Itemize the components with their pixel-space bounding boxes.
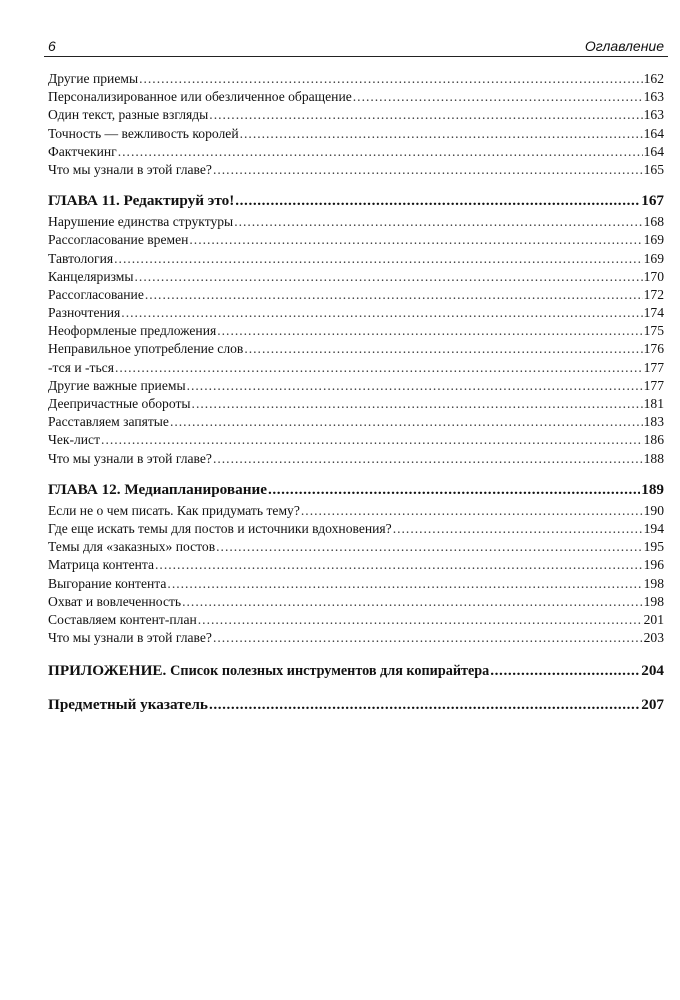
toc-entry-page: 195 xyxy=(643,539,664,555)
toc-entry-page: 162 xyxy=(643,71,664,86)
dot-leader xyxy=(182,593,642,611)
toc-entry[interactable] xyxy=(48,250,664,268)
toc-entry-title: Рассогласование xyxy=(48,286,144,302)
toc-entry[interactable] xyxy=(48,413,664,431)
toc-entry-page: 174 xyxy=(643,305,664,321)
dot-leader xyxy=(155,556,643,574)
toc-entry[interactable] xyxy=(48,593,664,611)
toc-entry-page: 198 xyxy=(643,593,664,609)
toc-entry-page: 169 xyxy=(643,250,664,266)
toc-entry-page: 176 xyxy=(643,341,664,357)
toc-entry-title: Разночтения xyxy=(48,305,121,321)
toc-entry-title: Персонализированное или обезличенное обращение xyxy=(48,89,352,105)
toc-entry-title: Рассогласование времен xyxy=(48,232,189,248)
dot-leader xyxy=(216,538,642,556)
dot-leader xyxy=(234,213,642,231)
toc-entry[interactable] xyxy=(48,502,664,520)
toc-entry-page: 194 xyxy=(643,520,664,536)
running-header xyxy=(48,38,664,58)
toc-entry-page: 175 xyxy=(643,323,664,339)
dot-leader xyxy=(167,575,642,593)
dot-leader xyxy=(101,431,643,449)
index-title: Предметный указатель xyxy=(48,696,208,714)
toc-entry-page: 165 xyxy=(643,161,664,177)
dot-leader xyxy=(121,304,642,322)
toc-entry-title: Чек-лист xyxy=(48,432,101,448)
dot-leader xyxy=(235,191,640,211)
toc-entry-page: 186 xyxy=(643,432,664,448)
toc-entry[interactable] xyxy=(48,431,664,449)
dot-leader xyxy=(209,695,640,715)
toc-entry-page: 168 xyxy=(643,214,664,230)
dot-leader xyxy=(198,611,643,629)
toc-entry[interactable] xyxy=(48,161,664,179)
toc-entry-page: 163 xyxy=(643,107,664,123)
dot-leader xyxy=(170,413,643,431)
appendix-page: 204 xyxy=(641,662,664,680)
toc-entry[interactable] xyxy=(48,538,664,556)
dot-leader xyxy=(135,268,643,286)
toc-entry-title: Матрица контента xyxy=(48,557,155,573)
toc-entry[interactable] xyxy=(48,520,664,538)
chapter-page: 167 xyxy=(641,192,664,210)
toc-entry-title: Неоформленые предложения xyxy=(48,323,217,339)
toc-entry[interactable] xyxy=(48,450,664,468)
appendix-label: ПРИЛОЖЕНИЕ. xyxy=(48,662,167,680)
toc-subject-index[interactable] xyxy=(48,695,664,715)
toc-entry[interactable] xyxy=(48,322,664,340)
appendix-name: Список полезных инструментов для копирайтера xyxy=(170,663,490,680)
toc-entry-title: Что мы узнали в этой главе? xyxy=(48,161,212,177)
dot-leader xyxy=(139,70,643,88)
dot-leader xyxy=(145,286,643,304)
toc-entry-title: Неправильное употребление слов xyxy=(48,341,244,357)
dot-leader xyxy=(213,450,643,468)
toc-entry[interactable] xyxy=(48,70,664,88)
toc-entry[interactable] xyxy=(48,213,664,231)
toc-entry-title: Другие важные приемы xyxy=(48,377,186,393)
toc-entry-title: Тавтология xyxy=(48,250,114,266)
toc-entry-title: Расставляем запятые xyxy=(48,414,169,430)
toc-entry-page: 170 xyxy=(643,268,664,284)
toc-entry[interactable] xyxy=(48,611,664,629)
toc-entry[interactable] xyxy=(48,88,664,106)
index-page: 207 xyxy=(641,696,664,714)
dot-leader xyxy=(353,88,643,106)
dot-leader xyxy=(240,125,643,143)
toc-entry-page: 163 xyxy=(643,89,664,105)
toc-entry-title: -тся и -ться xyxy=(48,359,114,375)
toc-entry-page: 177 xyxy=(643,377,664,393)
toc-entry-page: 190 xyxy=(643,502,664,518)
toc-entry-page: 164 xyxy=(643,125,664,141)
toc-entry-page: 183 xyxy=(643,414,664,430)
toc-entry-title: Что мы узнали в этой главе? xyxy=(48,630,212,646)
dot-leader xyxy=(209,106,642,124)
toc-entry-title: Другие приемы xyxy=(48,71,139,86)
toc-entry[interactable] xyxy=(48,143,664,161)
toc-entry[interactable] xyxy=(48,231,664,249)
table-of-contents xyxy=(48,70,664,715)
toc-entry[interactable] xyxy=(48,106,664,124)
chapter-title: ГЛАВА 12. Медиапланирование xyxy=(48,480,267,498)
toc-entry-page: 177 xyxy=(643,359,664,375)
toc-entry-page: 188 xyxy=(643,450,664,466)
dot-leader xyxy=(114,250,642,268)
dot-leader xyxy=(301,502,643,520)
dot-leader xyxy=(393,520,643,538)
toc-entry-page: 198 xyxy=(643,575,664,591)
toc-entry-page: 203 xyxy=(643,630,664,646)
toc-entry-title: Если не о чем писать. Как придумать тему? xyxy=(48,502,300,518)
dot-leader xyxy=(217,322,642,340)
toc-entry[interactable] xyxy=(48,629,664,647)
section-title: Оглавление xyxy=(584,38,664,54)
toc-entry-title: Один текст, разные взгляды xyxy=(48,107,209,123)
toc-entry[interactable] xyxy=(48,340,664,358)
toc-entry[interactable] xyxy=(48,125,664,143)
dot-leader xyxy=(189,231,642,249)
dot-leader xyxy=(268,480,640,500)
page-number: 6 xyxy=(48,38,56,54)
toc-entry-page: 169 xyxy=(643,232,664,248)
toc-entry-title: Темы для «заказных» постов xyxy=(48,539,216,555)
toc-entry[interactable] xyxy=(48,575,664,593)
toc-entry-title: Выгорание контента xyxy=(48,575,167,591)
dot-leader xyxy=(115,359,643,377)
chapter-title: ГЛАВА 11. Редактируй это! xyxy=(48,192,235,210)
toc-entry-title: Охват и вовлеченность xyxy=(48,593,182,609)
appendix-title xyxy=(48,661,489,681)
dot-leader xyxy=(118,143,643,161)
toc-entry-page: 164 xyxy=(643,143,664,159)
dot-leader xyxy=(490,661,640,681)
dot-leader xyxy=(244,340,642,358)
toc-entry[interactable] xyxy=(48,286,664,304)
dot-leader xyxy=(213,629,643,647)
toc-entry[interactable] xyxy=(48,395,664,413)
toc-entry-title: Канцеляризмы xyxy=(48,268,134,284)
toc-entry-title: Составляем контент-план xyxy=(48,611,197,627)
toc-chapter-11[interactable] xyxy=(48,191,664,211)
dot-leader xyxy=(187,377,643,395)
toc-entry-title: Фактчекинг xyxy=(48,143,117,159)
header-rule xyxy=(44,56,668,57)
chapter-page: 189 xyxy=(641,480,664,498)
toc-entry-title: Нарушение единства структуры xyxy=(48,214,234,230)
dot-leader xyxy=(213,161,643,179)
toc-entry-page: 172 xyxy=(643,286,664,302)
toc-entry[interactable] xyxy=(48,359,664,377)
toc-entry[interactable] xyxy=(48,377,664,395)
toc-entry-title: Что мы узнали в этой главе? xyxy=(48,450,212,466)
toc-entry-title: Деепричастные обороты xyxy=(48,396,191,411)
toc-appendix[interactable] xyxy=(48,661,664,681)
toc-entry-page: 196 xyxy=(643,557,664,573)
dot-leader xyxy=(192,395,643,413)
toc-chapter-12[interactable] xyxy=(48,480,664,500)
toc-entry[interactable] xyxy=(48,268,664,286)
toc-entry[interactable] xyxy=(48,556,664,574)
toc-entry[interactable] xyxy=(48,304,664,322)
toc-entry-page: 181 xyxy=(643,396,664,411)
toc-entry-title: Точность — вежливость королей xyxy=(48,125,239,141)
toc-entry-page: 201 xyxy=(643,611,664,627)
toc-entry-title: Где еще искать темы для постов и источники вдохновения? xyxy=(48,520,392,536)
